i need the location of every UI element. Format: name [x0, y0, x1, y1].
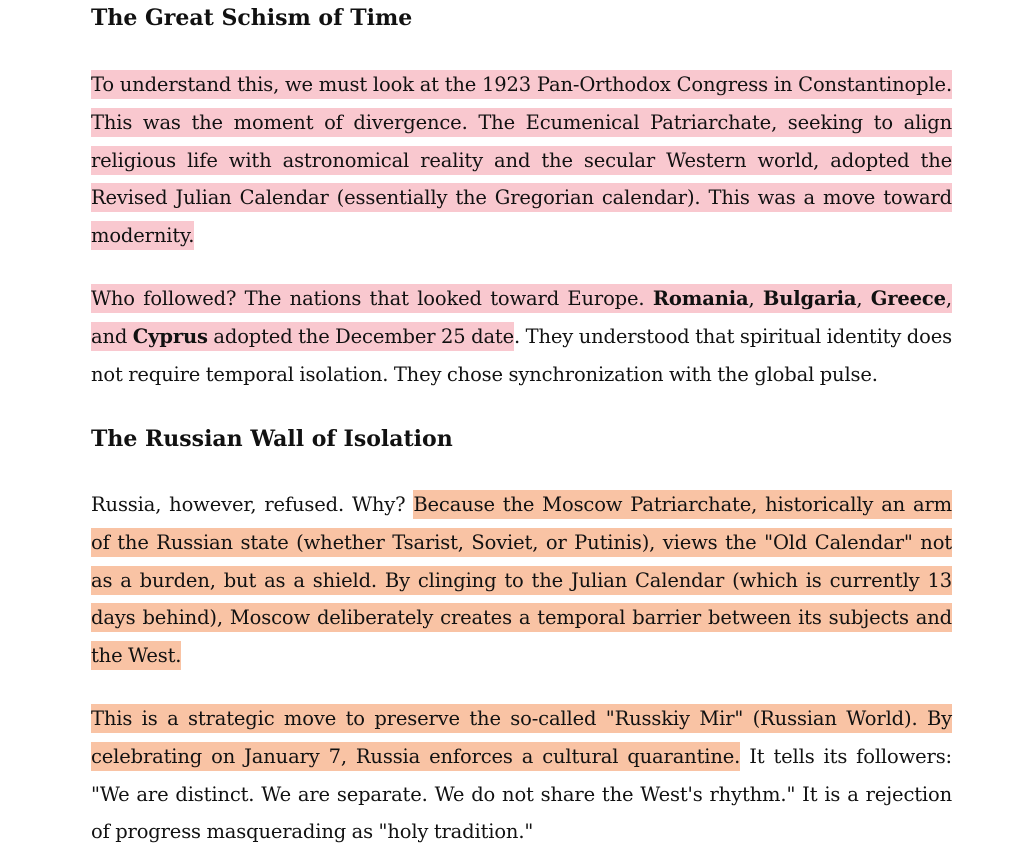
text-run: Who followed? The nations that looked toward Europe. — [91, 287, 653, 310]
text-run: Russia, however, refused. Why? — [91, 493, 414, 516]
highlight-pink: To understand this, we must look at the 1923 Pan-Orthodox Congress in Constantinople. This was the moment of divergence. The Ecumenical Patriarchate, seeking to align religious life with astronomical reality and the secular Western world, adopted the Revised Julian Calendar (essentially the Gregorian calendar). This was a move toward modernity. — [91, 70, 952, 250]
paragraph-russia-refused — [91, 486, 952, 675]
text-run: , — [748, 287, 763, 310]
highlight-orange: Because the Moscow Patriarchate, historically an arm of the Russian state (whether Tsarist, Soviet, or Putinis), views the "Old Calendar" not as a burden, but as a shield. By clinging to the Julian Calendar (which is currently 13 days behind), Moscow deliberately creates a temporal barrier between its subjects and the West. — [91, 490, 952, 670]
section-heading-great-schism: The Great Schism of Time — [91, 5, 413, 31]
country-cyprus: Cyprus — [132, 324, 208, 348]
country-greece: Greece — [870, 287, 946, 310]
text-run: , and — [91, 287, 952, 348]
section-heading-russian-wall: The Russian Wall of Isolation — [91, 426, 453, 452]
text-run: adopted the December 25 date — [207, 324, 514, 348]
text-run: It tells its followers: "We are distinct. We are separate. We do not share the West's rhythm." It is a rejection of progress masquerading as "holy tradition." — [91, 744, 952, 844]
paragraph-strategic-move — [91, 700, 952, 851]
country-romania: Romania — [652, 287, 749, 310]
highlight-orange: This is a strategic move to preserve the so-called "Russkiy Mir" (Russian World). By celebrating on January 7, Russia enforces a cultural quarantine. — [91, 704, 952, 771]
text-run: , — [856, 287, 871, 310]
paragraph-who-followed — [91, 280, 952, 393]
paragraph-pan-orthodox-congress — [91, 66, 952, 255]
country-bulgaria: Bulgaria — [762, 287, 857, 310]
text-run: . They understood that spiritual identity does not require temporal isolation. They chose synchronization with the global pulse. — [91, 324, 952, 386]
